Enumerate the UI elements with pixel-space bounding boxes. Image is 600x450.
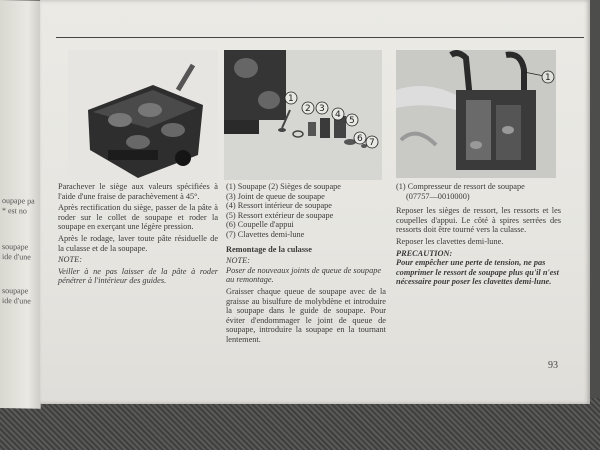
spring-compressor-photo	[396, 50, 556, 178]
header-rule	[56, 37, 584, 38]
callout-1: 1	[545, 73, 551, 83]
page-number: 93	[548, 360, 558, 371]
note-label: NOTE:	[226, 256, 250, 266]
paragraph: Reposer les sièges de ressort, les ressorts et les coupelles d'appui. Le côté à spires serrées des ressorts doit être tourné vers la culasse.	[396, 206, 561, 235]
legend-item: (5) Ressort extérieur de soupape	[226, 210, 334, 220]
legend-item: (4) Ressort intérieur de soupape	[226, 201, 332, 211]
text-column-1	[58, 182, 218, 288]
carpet-background	[0, 398, 600, 450]
legend-item: (7) Clavettes demi-lune	[226, 229, 305, 239]
callout-1: 1	[288, 94, 294, 104]
note-text: Veiller à ne pas laisser de la pâte à roder pénétrer à l'intérieur des guides.	[58, 266, 218, 286]
left-page-fragment: ide d'une	[2, 296, 31, 306]
paragraph: Après le rodage, laver toute pâte résiduelle de la culasse et de la soupape.	[58, 233, 218, 253]
callout-3: 3	[319, 104, 325, 114]
callout-6: 6	[357, 134, 363, 144]
callout-7: 7	[369, 138, 375, 148]
paragraph: Après rectification du siège, passer de la pâte à roder sur le collet de soupape et roder la soupape en exerçant une légère pression.	[58, 203, 218, 232]
callout-2: 2	[305, 104, 311, 114]
left-page-fragment: soupape	[2, 242, 29, 252]
note-label: NOTE:	[58, 255, 82, 265]
caution-text: Pour empêcher une perte de tension, ne pas comprimer le ressort de soupape plus qu'il n'est nécessaire pour poser les clavettes demi-lune.	[396, 258, 559, 287]
legend-item: (6) Coupelle d'appui	[226, 220, 294, 230]
section-heading: Remontage de la culasse	[226, 244, 312, 254]
manual-page	[40, 0, 590, 404]
valve-parts-illustration	[224, 50, 382, 180]
caution-label: PRECAUTION:	[396, 248, 453, 258]
valve-components-photo	[224, 50, 382, 180]
callout-4: 4	[335, 110, 341, 120]
left-page-edge	[0, 0, 41, 409]
cylinder-head-photo	[68, 50, 218, 180]
legend-item: (1) Compresseur de ressort de soupape	[396, 182, 525, 191]
legend-item: (1) Soupape (2) Sièges de soupape	[226, 182, 341, 191]
cylinder-head-illustration	[68, 50, 218, 180]
left-page-fragment: * est no	[2, 206, 27, 216]
text-column-3	[396, 182, 561, 289]
text-column-2	[226, 182, 386, 347]
compressor-illustration	[396, 50, 556, 178]
legend-part-number: (07757—0010000)	[406, 191, 470, 201]
left-page-fragment: oupape pa	[2, 196, 35, 206]
note-text: Poser de nouveaux joints de queue de soupape au remontage.	[226, 265, 382, 285]
left-page-fragment: soupape	[2, 286, 29, 296]
paragraph: Parachever le siège aux valeurs spécifiées à l'aide d'une fraise de parachèvement à 45°.	[58, 182, 218, 201]
paragraph: Graisser chaque queue de soupape avec de la graisse au bisulfure de molybdène et introduire la soupape dans le guide de soupape. Pour éviter d'endommager le joint de queue de soupape, introduire la soupape en la tournant lentement.	[226, 286, 386, 344]
legend-item: (3) Joint de queue de soupape	[226, 191, 325, 201]
paragraph: Reposer les clavettes demi-lune.	[396, 236, 504, 246]
left-page-fragment: ide d'une	[2, 252, 31, 262]
callout-5: 5	[349, 116, 355, 126]
